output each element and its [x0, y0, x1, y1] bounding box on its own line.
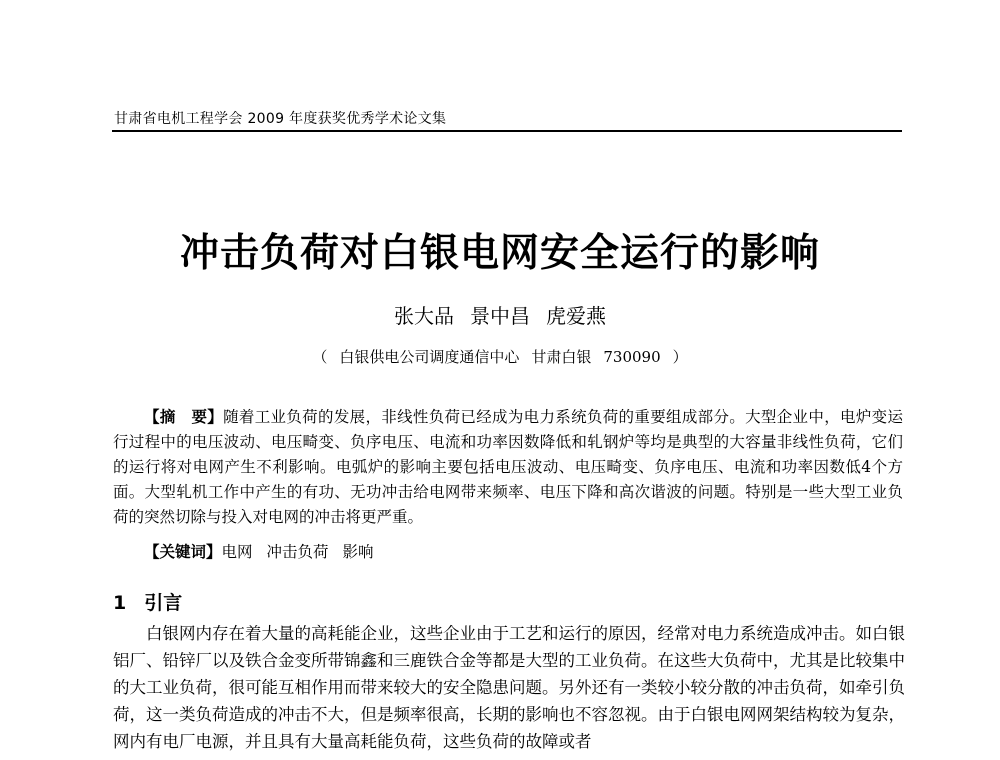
author-name: 景中昌 — [470, 304, 530, 328]
affiliation-org: 白银供电公司调度通信中心 — [339, 348, 520, 366]
abstract-text: 随着工业负荷的发展，非线性负荷已经成为电力系统负荷的重要组成部分。大型企业中，电炉变运行过程中的电压波动、电压畸变、负序电压、电流和功率因数降低和轧钢炉等均是典型的大容量非线性负荷，它们的运行将对电网产生不利影响。电弧炉的影响主要包括电压波动、电压畸变、负序电压、电流和功率因数低4个方面。大型轧机工作中产生的有功、无功冲击给电网带来频率、电压下降和高次谐波的问题。特别是一些大型工业负荷的突然切除与投入对电网的冲击将更严重。 — [113, 408, 903, 526]
keywords — [144, 540, 388, 562]
section-heading — [113, 588, 182, 615]
body-paragraph: 白银网内存在着大量的高耗能企业，这些企业由于工艺和运行的原因，经常对电力系统造成冲击。如白银铝厂、铅锌厂以及铁合金变所带锦鑫和三鹿铁合金等都是大型的工业负荷。在这些大负荷中，尤其是比较集中的大工业负荷，很可能互相作用而带来较大的安全隐患问题。另外还有一类较小较分散的冲击负荷，如牵引负荷，这一类负荷造成的冲击不大，但是频率很高，长期的影响也不容忽视。由于白银电网网架结构较为复杂，网内有电厂电源，并且具有大量高耗能负荷，这些负荷的故障或者 — [113, 624, 905, 751]
author-name: 虎爱燕 — [546, 304, 606, 328]
affiliation-postcode: 730090 — [603, 348, 661, 366]
affiliation-place: 甘肃白银 — [531, 348, 592, 366]
keyword: 影响 — [342, 543, 374, 561]
abstract-label: 【摘 要】 — [144, 407, 224, 426]
author-name: 张大品 — [394, 304, 454, 328]
running-header — [112, 102, 902, 132]
keyword: 电网 — [221, 543, 253, 561]
paper-title: 冲击负荷对白银电网安全运行的影响 — [179, 230, 820, 276]
affiliation-open-paren: （ — [312, 348, 328, 366]
keyword: 冲击负荷 — [266, 543, 329, 561]
affiliation — [0, 346, 1000, 367]
running-header-title: 甘肃省电机工程学会 2009 年度获奖优秀学术论文集 — [114, 111, 447, 127]
abstract — [113, 404, 903, 530]
section-title: 引言 — [144, 592, 183, 614]
author-list — [0, 300, 1000, 329]
keywords-label: 【关键词】 — [144, 542, 222, 561]
section-number: 1 — [113, 592, 127, 614]
affiliation-close-paren: ） — [672, 348, 688, 366]
